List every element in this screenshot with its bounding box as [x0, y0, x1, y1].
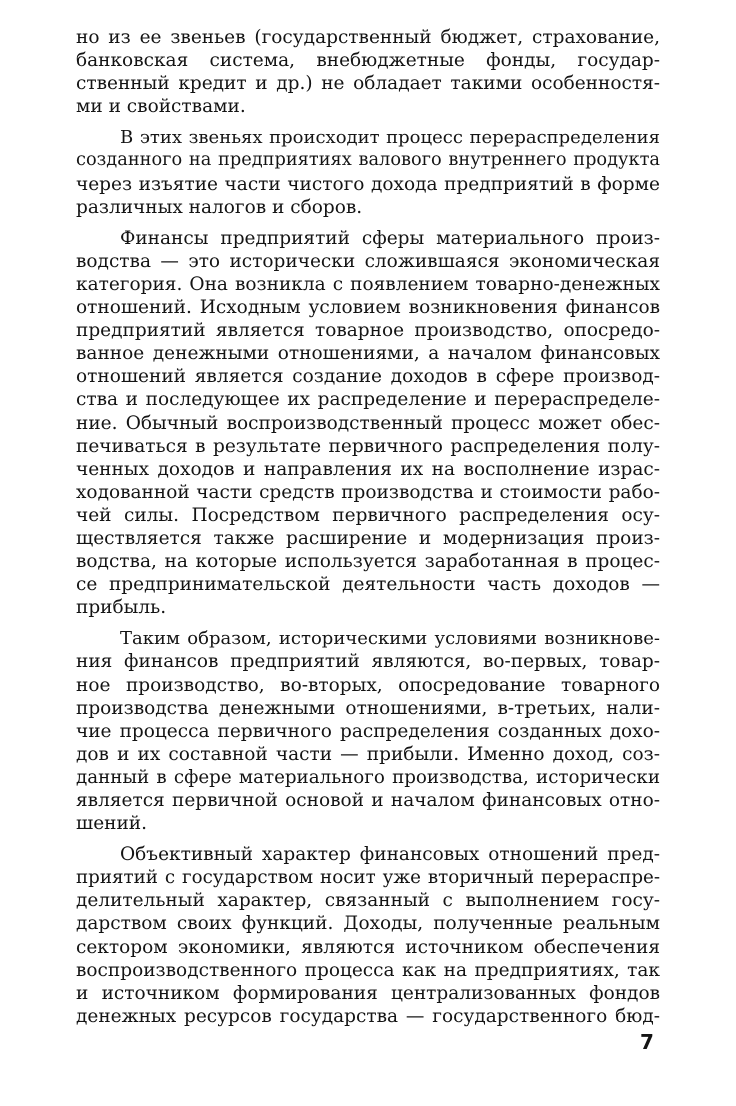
text-line: банковская система, внебюджетные фонды, государ-: [76, 50, 660, 72]
text-line: и источником формирования централизованных фондов: [76, 982, 660, 1004]
text-line: шений.: [76, 813, 148, 835]
text-line: различных налогов и сборов.: [76, 196, 363, 218]
text-line: денежных ресурсов государства — государственного бюд-: [76, 1005, 660, 1027]
text-line: печиваться в результате первичного распределения полу-: [76, 435, 660, 457]
text-line: отношений. Исходным условием возникновения финансов: [76, 297, 660, 319]
text-line: данный в сфере материального производства, исторически: [76, 766, 660, 788]
page-body: [76, 26, 660, 1036]
text-line: через изъятие части чистого дохода предприятий в форме: [76, 173, 660, 195]
text-line: ченных доходов и направления их на восполнение израс-: [76, 458, 660, 480]
text-line: ние. Обычный воспроизводственный процесс может обес-: [76, 412, 660, 434]
paragraph-4: [76, 627, 660, 835]
page-number: 7: [640, 1030, 654, 1054]
text-line: производства денежными отношениями, в-третьих, нали-: [76, 697, 660, 719]
text-line: созданного на предприятиях валового внутреннего продукта: [76, 150, 660, 171]
text-line: Таким образом, историческими условиями возникнове-: [120, 628, 660, 650]
text-line: чие процесса первичного распределения созданных дохо-: [76, 720, 660, 742]
text-line: ходованной части средств производства и стоимости рабо-: [76, 481, 660, 503]
text-line: сектором экономики, являются источником обеспечения: [76, 936, 660, 958]
text-line: но из ее звеньев (государственный бюджет, страхование,: [76, 27, 660, 48]
text-line: отношений является создание доходов в сфере производ-: [76, 366, 660, 388]
paragraph-5: [76, 843, 660, 1028]
text-line: ществляется также расширение и модернизация произ-: [76, 527, 660, 549]
text-line: се предпринимательской деятельности часть доходов —: [76, 574, 660, 596]
text-line: В этих звеньях происходит процесс перераспределения: [120, 127, 660, 149]
text-line: водства, на которые используется заработанная в процес-: [76, 551, 660, 573]
text-line: ства и последующее их распределение и перераспределе-: [76, 389, 660, 411]
text-line: ное производство, во-вторых, опосредование товарного: [76, 674, 660, 696]
text-line: дов и их составной части — прибыли. Именно доход, соз-: [76, 743, 660, 765]
text-line: предприятий является товарное производство, опосредо-: [76, 320, 660, 342]
text-line: является первичной основой и началом финансовых отно-: [76, 790, 660, 811]
paragraph-1: [76, 26, 660, 118]
text-line: ми и свойствами.: [76, 96, 246, 118]
text-line: чей силы. Посредством первичного распределения осу-: [76, 504, 660, 526]
text-line: ственный кредит и др.) не обладает такими особенностя-: [76, 73, 660, 95]
text-line: дарством своих функций. Доходы, полученные реальным: [76, 913, 660, 935]
text-line: категория. Она возникла с появлением товарно-денежных: [76, 273, 660, 295]
text-line: ванное денежными отношениями, а началом финансовых: [76, 343, 660, 365]
text-line: делительный характер, связанный с выполнением госу-: [76, 890, 660, 912]
text-line: Объективный характер финансовых отношений пред-: [120, 844, 660, 866]
text-line: ния финансов предприятий являются, во-первых, товар-: [76, 651, 660, 673]
text-line: прибыль.: [76, 597, 167, 619]
text-line: приятий с государством носит уже вторичный перераспре-: [76, 867, 660, 889]
text-line: воспроизводственного процесса как на предприятиях, так: [76, 959, 660, 981]
paragraph-3: [76, 227, 660, 620]
text-line: Финансы предприятий сферы материального произ-: [120, 227, 660, 249]
text-line: водства — это исторически сложившаяся экономическая: [76, 250, 660, 272]
paragraph-2: [76, 126, 660, 218]
